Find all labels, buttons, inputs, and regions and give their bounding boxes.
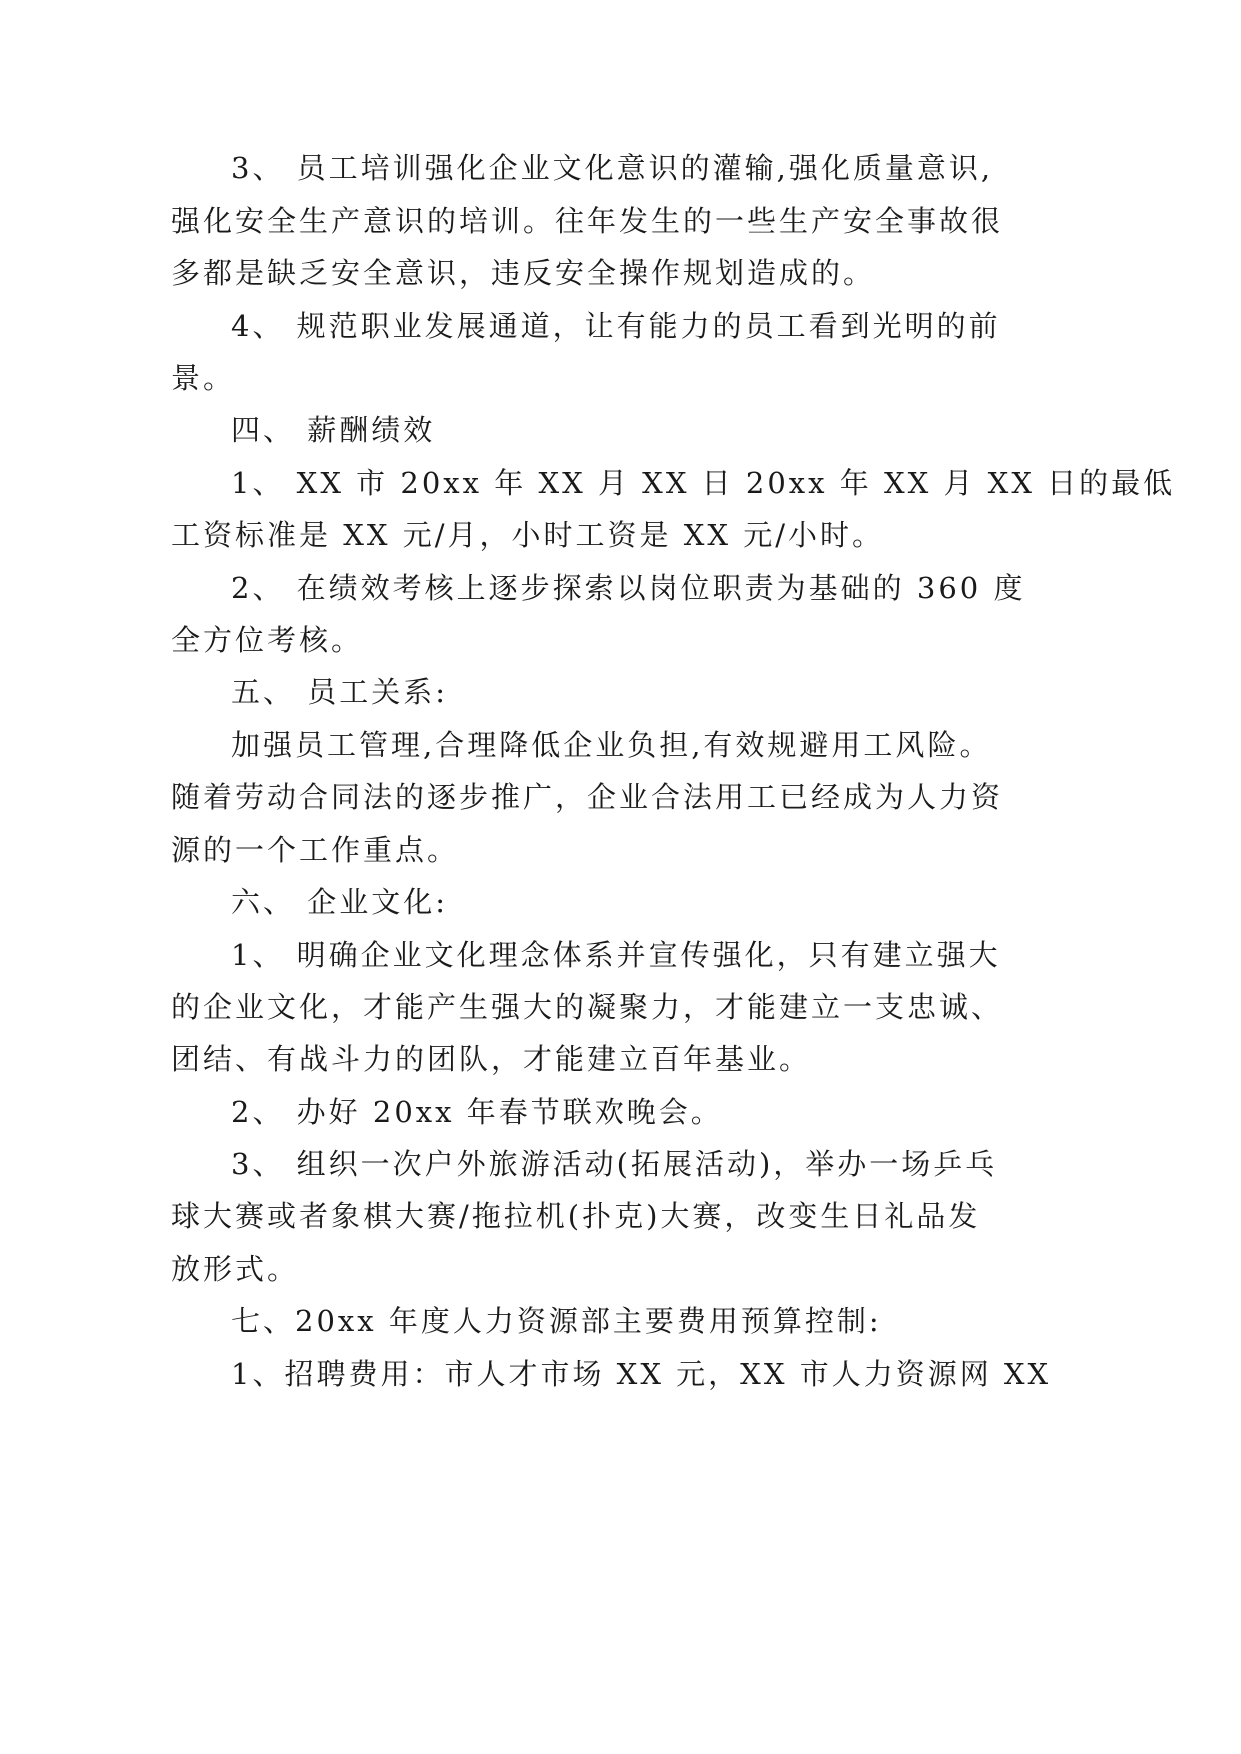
text-line: 工资标准是 XX 元/月，小时工资是 XX 元/小时。 (171, 518, 884, 552)
text-line: 3、 组织一次户外旅游活动(拓展活动)，举办一场乒乓 (231, 1147, 998, 1181)
text-line: 2、 办好 20xx 年春节联欢晚会。 (231, 1095, 723, 1129)
text-line: 团结、有战斗力的团队，才能建立百年基业。 (171, 1042, 812, 1076)
text-line: 放形式。 (171, 1252, 300, 1286)
text-line: 强化安全生产意识的培训。往年发生的一些生产安全事故很 (171, 204, 1004, 238)
text-line: 多都是缺乏安全意识，违反安全操作规划造成的。 (171, 256, 876, 290)
text-line: 1、 明确企业文化理念体系并宣传强化，只有建立强大 (231, 938, 1001, 972)
text-line: 源的一个工作重点。 (171, 833, 460, 867)
text-line: 球大赛或者象棋大赛/拖拉机(扑克)大赛，改变生日礼品发 (171, 1199, 981, 1233)
text-line: 3、 员工培训强化企业文化意识的灌输,强化质量意识, (231, 151, 994, 185)
text-line: 2、 在绩效考核上逐步探索以岗位职责为基础的 360 度 (231, 571, 1026, 605)
section-heading: 七、20xx 年度人力资源部主要费用预算控制: (231, 1304, 882, 1338)
text-line: 1、招聘费用：市人才市场 XX 元，XX 市人力资源网 XX (231, 1357, 1052, 1391)
section-heading: 四、 薪酬绩效 (231, 413, 436, 447)
text-line: 4、 规范职业发展通道，让有能力的员工看到光明的前 (231, 309, 1001, 343)
text-line: 加强员工管理,合理降低企业负担,有效规避用工风险。 (231, 728, 992, 762)
section-heading: 五、 员工关系: (231, 675, 448, 709)
text-line: 景。 (171, 361, 236, 395)
section-heading: 六、 企业文化: (231, 885, 448, 919)
text-line: 1、 XX 市 20xx 年 XX 月 XX 日 20xx 年 XX 月 XX 日的最低 (231, 466, 1176, 500)
text-line: 的企业文化，才能产生强大的凝聚力，才能建立一支忠诚、 (171, 990, 1004, 1024)
text-line: 随着劳动合同法的逐步推广，企业合法用工已经成为人力资 (171, 780, 1004, 814)
text-line: 全方位考核。 (171, 623, 364, 657)
